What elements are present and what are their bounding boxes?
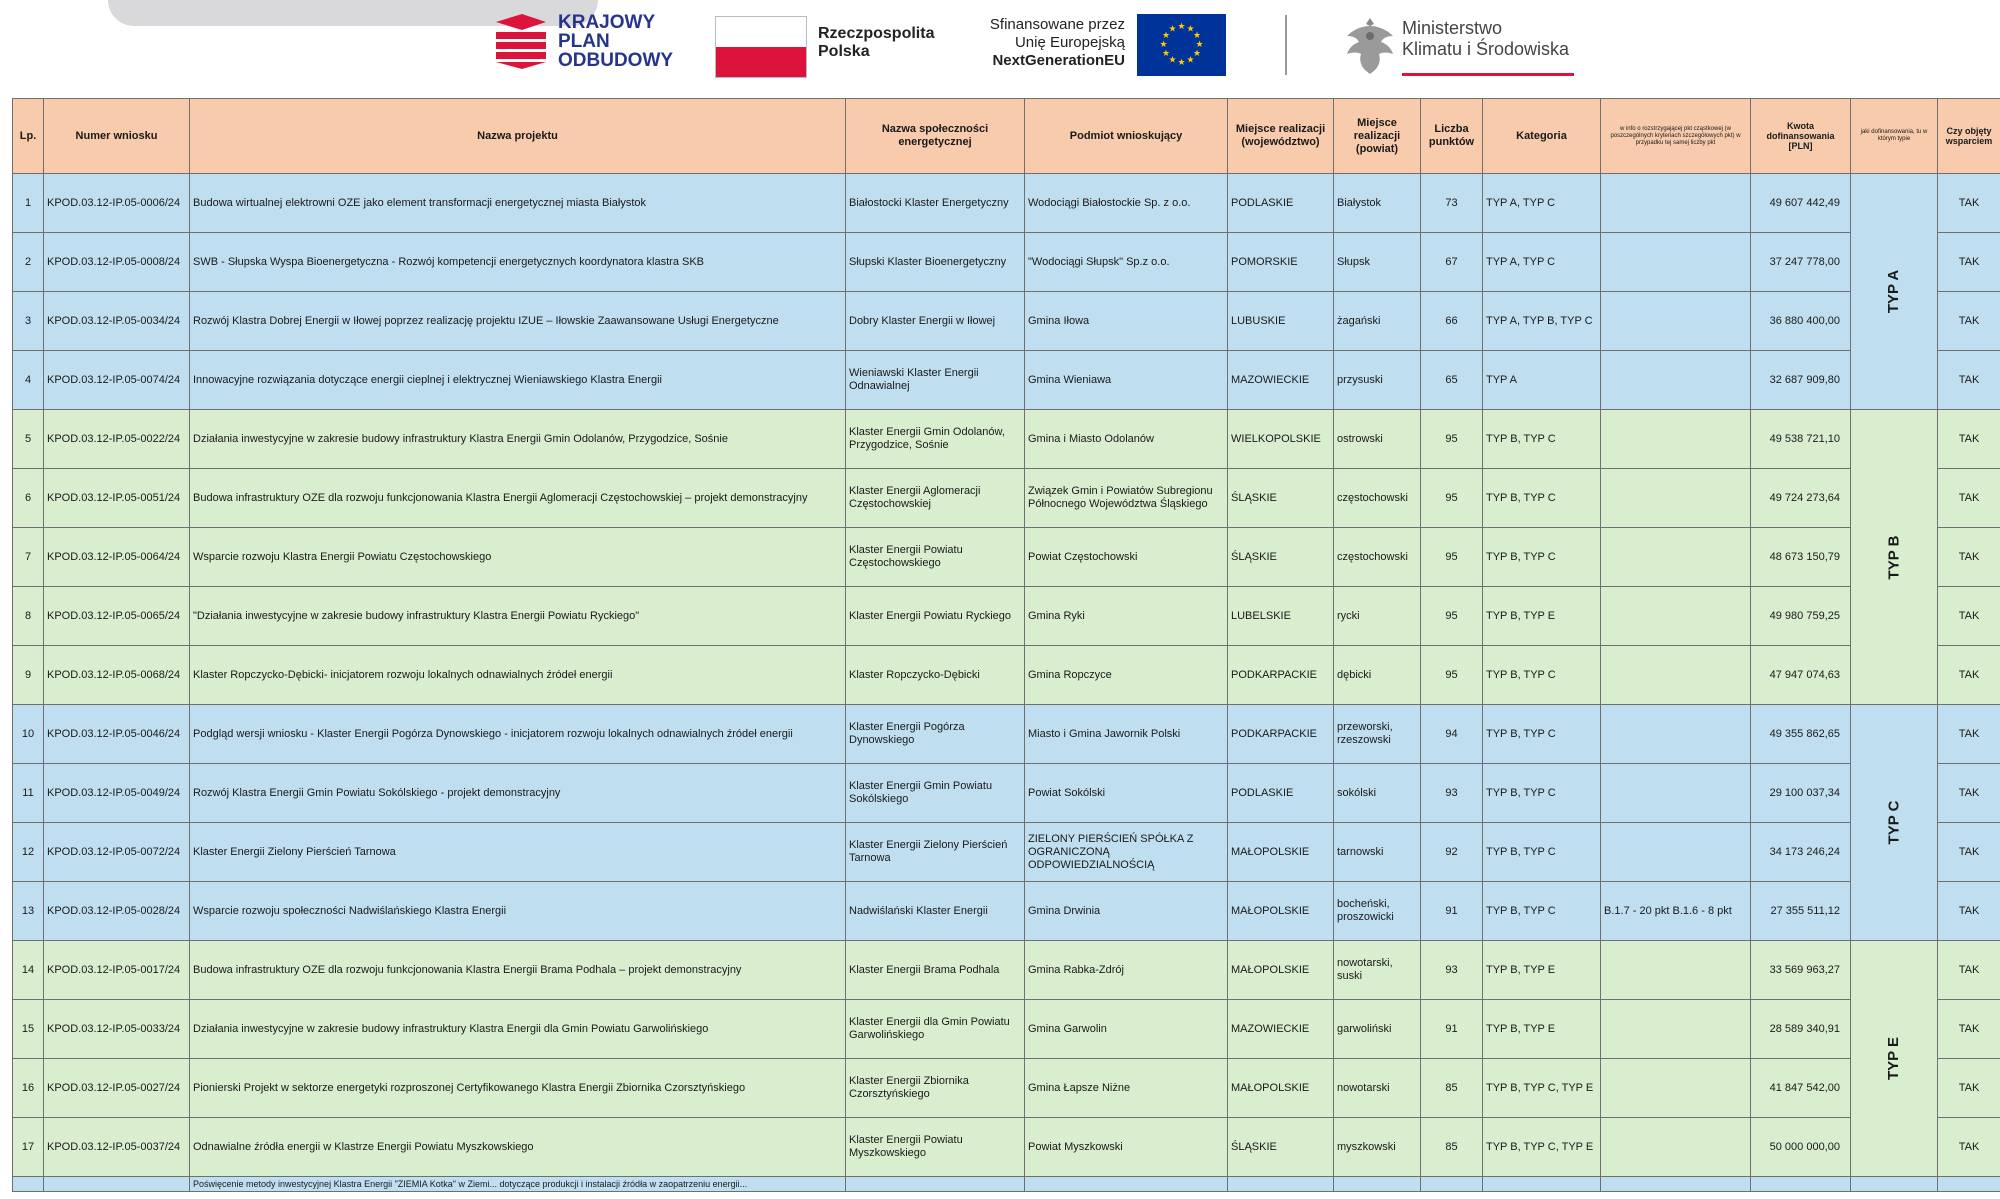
svg-text:★: ★ [1186, 55, 1195, 66]
cell-spolecznosc: Klaster Energii Pogórza Dynowskiego [846, 705, 1025, 764]
cell-spolecznosc: Klaster Energii Gmin Odolanów, Przygodzice, Sośnie [846, 410, 1025, 469]
cell-wsparcie: TAK [1938, 705, 2000, 764]
cell-wojewodztwo: LUBUSKIE [1228, 292, 1334, 351]
cell-lp: 7 [13, 528, 44, 587]
logo-strip [0, 0, 2000, 96]
cell-kwota: 49 980 759,25 [1751, 587, 1851, 646]
cell-lp: 5 [13, 410, 44, 469]
cell-powiat: nowotarski, suski [1334, 941, 1421, 1000]
cell-partial [846, 1177, 1025, 1192]
cell-numer: KPOD.03.12-IP.05-0049/24 [44, 764, 190, 823]
svg-text:★: ★ [1161, 49, 1171, 59]
kpo-logo [492, 12, 673, 70]
cell-projekt: Budowa infrastruktury OZE dla rozwoju funkcjonowania Klastra Energii Aglomeracji Częstochowskiej – projekt demonstracyjny [190, 469, 846, 528]
cell-punkty: 91 [1421, 1000, 1483, 1059]
cell-spolecznosc: Dobry Klaster Energii w Iłowej [846, 292, 1025, 351]
rp-label [818, 25, 934, 61]
table-row [13, 764, 2000, 823]
table-row [13, 1059, 2000, 1118]
table-row [13, 646, 2000, 705]
cell-numer: KPOD.03.12-IP.05-0064/24 [44, 528, 190, 587]
cell-wsparcie: TAK [1938, 410, 2000, 469]
cell-podmiot: Gmina Drwinia [1025, 882, 1228, 941]
cell-kategoria: TYP A, TYP C [1483, 233, 1601, 292]
cell-kwota: 27 355 511,12 [1751, 882, 1851, 941]
cell-wojewodztwo: MAŁOPOLSKIE [1228, 882, 1334, 941]
col-header-projekt: Nazwa projektu [190, 99, 846, 174]
cell-spolecznosc: Klaster Energii Brama Podhala [846, 941, 1025, 1000]
cell-punkty: 85 [1421, 1059, 1483, 1118]
cell-rozstrzygajace: B.1.7 - 20 pkt B.1.6 - 8 pkt [1601, 882, 1751, 941]
cell-rozstrzygajace [1601, 528, 1751, 587]
kpo-line-3: ODBUDOWY [558, 49, 674, 71]
cell-wsparcie: TAK [1938, 587, 2000, 646]
cell-lp: 10 [13, 705, 44, 764]
svg-text:★: ★ [1168, 55, 1177, 66]
cell-punkty: 95 [1421, 587, 1483, 646]
cell-podmiot: Gmina Rabka-Zdrój [1025, 941, 1228, 1000]
cell-kategoria: TYP A, TYP C [1483, 174, 1601, 233]
cell-rozstrzygajace [1601, 1059, 1751, 1118]
svg-text:★: ★ [1177, 22, 1186, 32]
cell-partial [1751, 1177, 1851, 1192]
cell-wojewodztwo: MAŁOPOLSKIE [1228, 1059, 1334, 1118]
cell-podmiot: Gmina Ropczyce [1025, 646, 1228, 705]
cell-powiat: przysuski [1334, 351, 1421, 410]
cell-podmiot: Gmina Łapsze Niżne [1025, 1059, 1228, 1118]
table-row [13, 705, 2000, 764]
cell-wojewodztwo: MAŁOPOLSKIE [1228, 941, 1334, 1000]
col-header-rozstrzygajace: w info o rozstrzygającej pkt cząstkowej (w poszczególnych kryteriach szczegółowych pkt) w przypadku tej samej liczby pkt [1601, 99, 1751, 174]
cell-spolecznosc: Klaster Ropczycko-Dębicki [846, 646, 1025, 705]
svg-text:★: ★ [1159, 40, 1168, 50]
eu-line-3: NextGenerationEU [992, 52, 1125, 69]
cell-rozstrzygajace [1601, 646, 1751, 705]
cell-kategoria: TYP B, TYP C [1483, 469, 1601, 528]
cell-podmiot: Gmina Garwolin [1025, 1000, 1228, 1059]
cell-lp: 8 [13, 587, 44, 646]
col-header-punkty: Liczba punktów [1421, 99, 1483, 174]
cell-projekt: Budowa wirtualnej elektrowni OZE jako element transformacji energetycznej miasta Białystok [190, 174, 846, 233]
cell-wojewodztwo: ŚLĄSKIE [1228, 528, 1334, 587]
cell-wsparcie: TAK [1938, 941, 2000, 1000]
cell-punkty: 73 [1421, 174, 1483, 233]
col-header-numer: Numer wniosku [44, 99, 190, 174]
eagle-emblem-icon [1343, 14, 1397, 81]
eu-line-1: Sfinansowane przez [989, 16, 1125, 33]
cell-numer: KPOD.03.12-IP.05-0008/24 [44, 233, 190, 292]
cell-spolecznosc: Klaster Energii Powiatu Częstochowskiego [846, 528, 1025, 587]
cell-powiat: sokólski [1334, 764, 1421, 823]
cell-spolecznosc: Klaster Energii Gmin Powiatu Sokólskiego [846, 764, 1025, 823]
table-row [13, 587, 2000, 646]
cell-kategoria: TYP B, TYP C [1483, 882, 1601, 941]
cell-lp: 16 [13, 1059, 44, 1118]
cell-podmiot: Wodociągi Białostockie Sp. z o.o. [1025, 174, 1228, 233]
cell-kategoria: TYP A, TYP B, TYP C [1483, 292, 1601, 351]
cell-wojewodztwo: ŚLĄSKIE [1228, 469, 1334, 528]
cell-spolecznosc: Klaster Energii Zielony Pierścień Tarnowa [846, 823, 1025, 882]
ministry-underline [1402, 73, 1574, 76]
cell-lp: 14 [13, 941, 44, 1000]
table-row [13, 1118, 2000, 1177]
cell-partial [1938, 1177, 2000, 1192]
cell-wsparcie: TAK [1938, 233, 2000, 292]
cell-kwota: 47 947 074,63 [1751, 646, 1851, 705]
table-header-row [13, 99, 2000, 174]
cell-projekt: Klaster Energii Zielony Pierścień Tarnowa [190, 823, 846, 882]
cell-kwota: 41 847 542,00 [1751, 1059, 1851, 1118]
cell-kategoria: TYP B, TYP C [1483, 764, 1601, 823]
ministry-line-1: Ministerstwo [1402, 18, 1503, 38]
cell-lp: 1 [13, 174, 44, 233]
cell-kategoria: TYP B, TYP C [1483, 646, 1601, 705]
cell-wsparcie: TAK [1938, 646, 2000, 705]
cell-wsparcie: TAK [1938, 764, 2000, 823]
cell-podmiot: Miasto i Gmina Jawornik Polski [1025, 705, 1228, 764]
type-group-label: TYP C [1885, 800, 1903, 845]
cell-powiat: żagański [1334, 292, 1421, 351]
cell-numer: KPOD.03.12-IP.05-0065/24 [44, 587, 190, 646]
cell-kwota: 33 569 963,27 [1751, 941, 1851, 1000]
cell-kategoria: TYP B, TYP C [1483, 705, 1601, 764]
cell-spolecznosc: Klaster Energii Aglomeracji Częstochowskiej [846, 469, 1025, 528]
cell-numer: KPOD.03.12-IP.05-0072/24 [44, 823, 190, 882]
table-row [13, 351, 2000, 410]
cell-kwota: 50 000 000,00 [1751, 1118, 1851, 1177]
table-row [13, 410, 2000, 469]
svg-text:★: ★ [1177, 58, 1186, 68]
cell-wojewodztwo: LUBELSKIE [1228, 587, 1334, 646]
cell-punkty: 95 [1421, 528, 1483, 587]
cell-partial [1483, 1177, 1601, 1192]
cell-rozstrzygajace [1601, 1118, 1751, 1177]
cell-kwota: 28 589 340,91 [1751, 1000, 1851, 1059]
cell-kategoria: TYP B, TYP E [1483, 941, 1601, 1000]
kpo-line-1: KRAJOWY [558, 11, 656, 33]
cell-kwota: 49 724 273,64 [1751, 469, 1851, 528]
cell-rozstrzygajace [1601, 469, 1751, 528]
svg-text:★: ★ [1168, 24, 1177, 35]
cell-numer: KPOD.03.12-IP.05-0037/24 [44, 1118, 190, 1177]
cell-projekt: Wsparcie rozwoju Klastra Energii Powiatu Częstochowskiego [190, 528, 846, 587]
cell-projekt: Rozwój Klastra Dobrej Energii w Iłowej poprzez realizację projektu IZUE – Iłowskie Zaawansowane Usługi Energetyczne [190, 292, 846, 351]
type-group-cell [1851, 410, 1938, 705]
cell-spolecznosc: Klaster Energii dla Gmin Powiatu Garwolińskiego [846, 1000, 1025, 1059]
cell-rozstrzygajace [1601, 1000, 1751, 1059]
cell-wsparcie: TAK [1938, 823, 2000, 882]
cell-kategoria: TYP B, TYP C, TYP E [1483, 1118, 1601, 1177]
cell-rozstrzygajace [1601, 351, 1751, 410]
cell-projekt: "Działania inwestycyjne w zakresie budowy infrastruktury Klastra Energii Powiatu Ryckiego" [190, 587, 846, 646]
cell-wojewodztwo: PODKARPACKIE [1228, 705, 1334, 764]
cell-wojewodztwo: ŚLĄSKIE [1228, 1118, 1334, 1177]
cell-partial [1025, 1177, 1228, 1192]
cell-powiat: przeworski, rzeszowski [1334, 705, 1421, 764]
cell-lp: 9 [13, 646, 44, 705]
cell-kategoria: TYP B, TYP C [1483, 410, 1601, 469]
cell-partial [44, 1177, 190, 1192]
cell-punkty: 95 [1421, 469, 1483, 528]
cell-podmiot: ZIELONY PIERŚCIEŃ SPÓŁKA Z OGRANICZONĄ ODPOWIEDZIALNOŚCIĄ [1025, 823, 1228, 882]
ministry-line-2: Klimatu i Środowiska [1402, 39, 1570, 59]
cell-kwota: 49 355 862,65 [1751, 705, 1851, 764]
cell-wojewodztwo: WIELKOPOLSKIE [1228, 410, 1334, 469]
cell-kategoria: TYP B, TYP E [1483, 587, 1601, 646]
table-row-partial [13, 1177, 2000, 1192]
cell-kategoria: TYP B, TYP C [1483, 823, 1601, 882]
rp-line-2: Polska [818, 43, 870, 60]
col-header-wojewodztwo: Miejsce realizacji (województwo) [1228, 99, 1334, 174]
svg-text:★: ★ [1161, 31, 1171, 41]
cell-projekt: Działania inwestycyjne w zakresie budowy infrastruktury Klastra Energii Gmin Odolanów, Przygodzice, Sośnie [190, 410, 846, 469]
cell-wojewodztwo: PODLASKIE [1228, 174, 1334, 233]
col-header-podmiot: Podmiot wnioskujący [1025, 99, 1228, 174]
cell-powiat: tarnowski [1334, 823, 1421, 882]
rp-line-1: Rzeczpospolita [818, 25, 935, 42]
cell-powiat: ostrowski [1334, 410, 1421, 469]
cell-spolecznosc: Klaster Energii Powiatu Ryckiego [846, 587, 1025, 646]
table-row [13, 882, 2000, 941]
cell-partial [1601, 1177, 1751, 1192]
cell-podmiot: Gmina i Miasto Odolanów [1025, 410, 1228, 469]
eu-line-2: Unię Europejską [1014, 34, 1125, 51]
cell-rozstrzygajace [1601, 410, 1751, 469]
cell-punkty: 67 [1421, 233, 1483, 292]
cell-kategoria: TYP B, TYP C, TYP E [1483, 1059, 1601, 1118]
table-row [13, 1000, 2000, 1059]
cell-kwota: 49 607 442,49 [1751, 174, 1851, 233]
cell-punkty: 91 [1421, 882, 1483, 941]
cell-projekt: Klaster Ropczycko-Dębicki- inicjatorem rozwoju lokalnych odnawialnych źródeł energii [190, 646, 846, 705]
cell-punkty: 93 [1421, 941, 1483, 1000]
type-group-cell [1851, 174, 1938, 410]
table-row [13, 823, 2000, 882]
cell-kwota: 48 673 150,79 [1751, 528, 1851, 587]
cell-wojewodztwo: PODKARPACKIE [1228, 646, 1334, 705]
cell-numer: KPOD.03.12-IP.05-0017/24 [44, 941, 190, 1000]
cell-wsparcie: TAK [1938, 1059, 2000, 1118]
cell-wsparcie: TAK [1938, 528, 2000, 587]
table-row [13, 528, 2000, 587]
col-header-lp: Lp. [13, 99, 44, 174]
cell-spolecznosc: Klaster Energii Zbiornika Czorsztyńskiego [846, 1059, 1025, 1118]
col-header-kwota: Kwota dofinansowania [PLN] [1751, 99, 1851, 174]
cell-numer: KPOD.03.12-IP.05-0022/24 [44, 410, 190, 469]
cell-partial [1228, 1177, 1334, 1192]
cell-powiat: bocheński, proszowicki [1334, 882, 1421, 941]
type-group-label: TYP A [1885, 269, 1903, 314]
cell-podmiot: Gmina Ryki [1025, 587, 1228, 646]
cell-numer: KPOD.03.12-IP.05-0034/24 [44, 292, 190, 351]
cell-partial [13, 1177, 44, 1192]
cell-wsparcie: TAK [1938, 1118, 2000, 1177]
cell-kwota: 37 247 778,00 [1751, 233, 1851, 292]
svg-text:★: ★ [1192, 31, 1202, 41]
cell-rozstrzygajace [1601, 764, 1751, 823]
table-row [13, 292, 2000, 351]
cell-projekt: Rozwój Klastra Energii Gmin Powiatu Sokólskiego - projekt demonstracyjny [190, 764, 846, 823]
cell-spolecznosc: Klaster Energii Powiatu Myszkowskiego [846, 1118, 1025, 1177]
cell-projekt: Podgląd wersji wniosku - Klaster Energii Pogórza Dynowskiego - inicjatorem rozwoju lokalnych odnawialnych źródeł energii [190, 705, 846, 764]
type-group-label: TYP B [1885, 535, 1903, 579]
table-row [13, 469, 2000, 528]
cell-rozstrzygajace [1601, 823, 1751, 882]
cell-podmiot: Związek Gmin i Powiatów Subregionu Północnego Województwa Śląskiego [1025, 469, 1228, 528]
cell-lp: 17 [13, 1118, 44, 1177]
cell-numer: KPOD.03.12-IP.05-0046/24 [44, 705, 190, 764]
cell-rozstrzygajace [1601, 174, 1751, 233]
cell-wsparcie: TAK [1938, 882, 2000, 941]
cell-punkty: 95 [1421, 646, 1483, 705]
cell-lp: 12 [13, 823, 44, 882]
poland-flag-icon [715, 16, 807, 78]
cell-lp: 15 [13, 1000, 44, 1059]
cell-projekt: Odnawialne źródła energii w Klastrze Energii Powiatu Myszkowskiego [190, 1118, 846, 1177]
cell-lp: 2 [13, 233, 44, 292]
cell-wsparcie: TAK [1938, 174, 2000, 233]
cell-podmiot: "Wodociągi Słupsk" Sp.z o.o. [1025, 233, 1228, 292]
cell-powiat: nowotarski [1334, 1059, 1421, 1118]
cell-kategoria: TYP B, TYP C [1483, 528, 1601, 587]
table-row [13, 174, 2000, 233]
cell-kwota: 29 100 037,34 [1751, 764, 1851, 823]
cell-powiat: myszkowski [1334, 1118, 1421, 1177]
cell-lp: 11 [13, 764, 44, 823]
cell-partial [1421, 1177, 1483, 1192]
cell-projekt: Budowa infrastruktury OZE dla rozwoju funkcjonowania Klastra Energii Brama Podhala – projekt demonstracyjny [190, 941, 846, 1000]
cell-partial [1334, 1177, 1421, 1192]
svg-text:★: ★ [1186, 24, 1195, 35]
cell-projekt: Innowacyjne rozwiązania dotyczące energii cieplnej i elektrycznej Wieniawskiego Klastra Energii [190, 351, 846, 410]
svg-text:★: ★ [1192, 49, 1202, 59]
cell-lp: 6 [13, 469, 44, 528]
col-header-wsparcie: Czy objęty wsparciem [1938, 99, 2000, 174]
cell-wojewodztwo: MAŁOPOLSKIE [1228, 823, 1334, 882]
cell-partial: Poświęcenie metody inwestycyjnej Klastra Energii "ZIEMIA Kotka" w Ziemi... dotyczące produkcji i instalacji źródła w zaopatrzeniu energii... [190, 1177, 846, 1192]
cell-wsparcie: TAK [1938, 351, 2000, 410]
cell-numer: KPOD.03.12-IP.05-0074/24 [44, 351, 190, 410]
eu-flag-icon [1137, 14, 1226, 76]
cell-punkty: 65 [1421, 351, 1483, 410]
cell-powiat: dębicki [1334, 646, 1421, 705]
kpo-line-2: PLAN [558, 30, 610, 52]
cell-rozstrzygajace [1601, 233, 1751, 292]
cell-punkty: 93 [1421, 764, 1483, 823]
cell-podmiot: Powiat Sokólski [1025, 764, 1228, 823]
cell-powiat: częstochowski [1334, 469, 1421, 528]
cell-wsparcie: TAK [1938, 1000, 2000, 1059]
type-group-label: TYP E [1885, 1036, 1903, 1081]
cell-kategoria: TYP B, TYP E [1483, 1000, 1601, 1059]
cell-podmiot: Powiat Częstochowski [1025, 528, 1228, 587]
cell-numer: KPOD.03.12-IP.05-0051/24 [44, 469, 190, 528]
cell-projekt: Wsparcie rozwoju społeczności Nadwiślańskiego Klastra Energii [190, 882, 846, 941]
cell-punkty: 92 [1421, 823, 1483, 882]
table-row [13, 941, 2000, 1000]
cell-punkty: 66 [1421, 292, 1483, 351]
cell-kwota: 36 880 400,00 [1751, 292, 1851, 351]
cell-kategoria: TYP A [1483, 351, 1601, 410]
cell-spolecznosc: Białostocki Klaster Energetyczny [846, 174, 1025, 233]
col-header-spolecznosc: Nazwa społeczności energetycznej [846, 99, 1025, 174]
cell-lp: 4 [13, 351, 44, 410]
cell-kwota: 34 173 246,24 [1751, 823, 1851, 882]
cell-projekt: Pionierski Projekt w sektorze energetyki rozproszonej Certyfikowanego Klastra Energii Zbiornika Czorsztyńskiego [190, 1059, 846, 1118]
cell-podmiot: Gmina Wieniawa [1025, 351, 1228, 410]
cell-podmiot: Gmina Iłowa [1025, 292, 1228, 351]
cell-numer: KPOD.03.12-IP.05-0027/24 [44, 1059, 190, 1118]
cell-projekt: Działania inwestycyjne w zakresie budowy infrastruktury Klastra Energii dla Gmin Powiatu Garwolińskiego [190, 1000, 846, 1059]
cell-rozstrzygajace [1601, 705, 1751, 764]
cell-rozstrzygajace [1601, 292, 1751, 351]
cell-spolecznosc: Wieniawski Klaster Energii Odnawialnej [846, 351, 1025, 410]
results-table [12, 98, 2000, 1192]
cell-numer: KPOD.03.12-IP.05-0028/24 [44, 882, 190, 941]
eu-label [960, 16, 1125, 70]
cell-podmiot: Powiat Myszkowski [1025, 1118, 1228, 1177]
cell-numer: KPOD.03.12-IP.05-0068/24 [44, 646, 190, 705]
type-group-cell [1851, 941, 1938, 1177]
cell-spolecznosc: Nadwiślański Klaster Energii [846, 882, 1025, 941]
cell-wojewodztwo: MAZOWIECKIE [1228, 1000, 1334, 1059]
eu-stars-icon [1137, 14, 1226, 76]
kpo-stripes-icon [492, 12, 548, 70]
cell-wsparcie: TAK [1938, 469, 2000, 528]
type-group-cell [1851, 705, 1938, 941]
cell-wsparcie: TAK [1938, 292, 2000, 351]
col-header-kategoria: Kategoria [1483, 99, 1601, 174]
col-header-powiat: Miejsce realizacji (powiat) [1334, 99, 1421, 174]
cell-numer: KPOD.03.12-IP.05-0033/24 [44, 1000, 190, 1059]
cell-numer: KPOD.03.12-IP.05-0006/24 [44, 174, 190, 233]
cell-powiat: częstochowski [1334, 528, 1421, 587]
cell-wojewodztwo: MAZOWIECKIE [1228, 351, 1334, 410]
cell-lp: 3 [13, 292, 44, 351]
cell-powiat: garwoliński [1334, 1000, 1421, 1059]
cell-kwota: 32 687 909,80 [1751, 351, 1851, 410]
cell-projekt: SWB - Słupska Wyspa Bioenergetyczna - Rozwój kompetencji energetycznych koordynatora klastra SKB [190, 233, 846, 292]
cell-kwota: 49 538 721,10 [1751, 410, 1851, 469]
svg-text:★: ★ [1195, 40, 1204, 50]
cell-rozstrzygajace [1601, 587, 1751, 646]
cell-powiat: rycki [1334, 587, 1421, 646]
cell-partial [1851, 1177, 1938, 1192]
cell-punkty: 94 [1421, 705, 1483, 764]
cell-lp: 13 [13, 882, 44, 941]
cell-powiat: Białystok [1334, 174, 1421, 233]
logo-separator [1285, 15, 1287, 75]
cell-punkty: 95 [1421, 410, 1483, 469]
cell-punkty: 85 [1421, 1118, 1483, 1177]
ministry-label [1402, 18, 1569, 60]
cell-powiat: Słupsk [1334, 233, 1421, 292]
cell-wojewodztwo: POMORSKIE [1228, 233, 1334, 292]
cell-rozstrzygajace [1601, 941, 1751, 1000]
col-header-typ: jaki dofinansowania, tu w którym typie [1851, 99, 1938, 174]
cell-wojewodztwo: PODLASKIE [1228, 764, 1334, 823]
cell-spolecznosc: Słupski Klaster Bioenergetyczny [846, 233, 1025, 292]
table-row [13, 233, 2000, 292]
